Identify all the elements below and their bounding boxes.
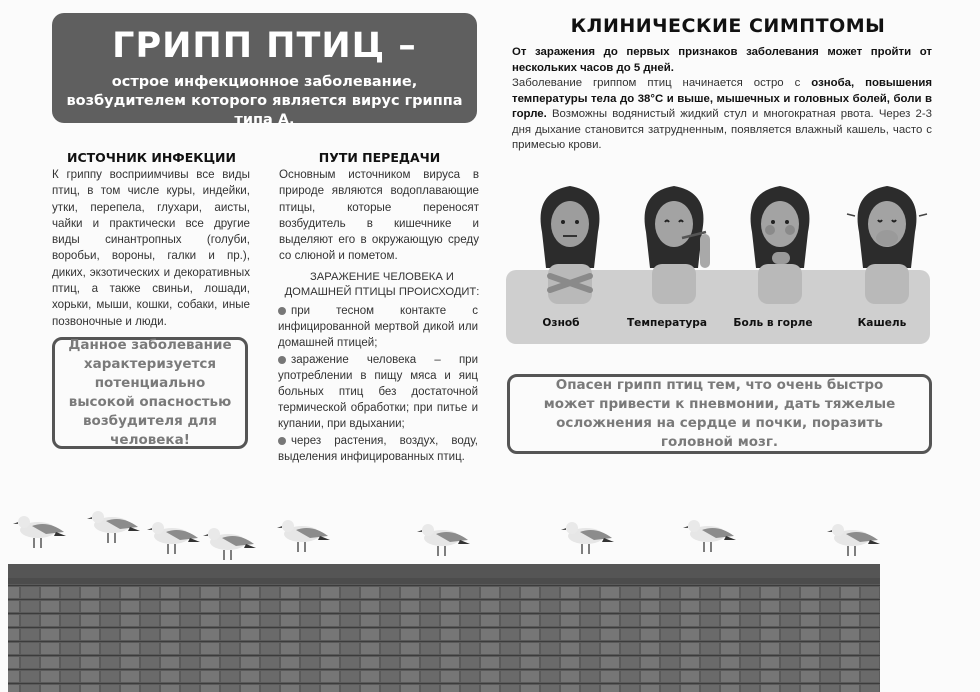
source-text: К гриппу восприимчивы все виды птиц, в том числе куры, индейки, утки, перепела, глухари, аисты, чайки и практически все другие виды синантропных (голуби, воробьи, вороны, галки и пр.), диких, экзотических и декоративных птиц, а также свиньи, лошади, хорьки, мыши, кошки, собаки, иные позвоночные и люди. [52,168,250,328]
roof-with-gulls-illustration [0,460,980,692]
infection-heading: ЗАРАЖЕНИЕ ЧЕЛОВЕКА И ДОМАШНЕЙ ПТИЦЫ ПРОИСХОДИТ: [284,271,480,298]
clinical-heading: КЛИНИЧЕСКИЕ СИМПТОМЫ [570,15,886,37]
list-item: через растения, воздух, воду, выделения инфицированных птиц. [278,434,478,463]
symptom-label-temperature: Температура [626,317,708,329]
symptom-label-chills: Озноб [542,317,580,329]
sore-throat-figure-icon [738,172,822,304]
bullet-icon [278,437,286,445]
transmission-heading: ПУТИ ПЕРЕДАЧИ [318,150,441,165]
chills-figure-icon [528,172,612,304]
danger-note-text: Данное заболевание характеризуется потенциально высокой опасностью возбудителя для человека! [68,337,232,448]
source-heading: ИСТОЧНИК ИНФЕКЦИИ [67,150,236,165]
infection-list [278,303,478,465]
symptom-label-cough: Кашель [857,317,907,329]
pneumonia-warning-box [507,374,932,454]
list-item: заражение человека – при употреблении в пищу мяса и яиц больных птиц без достаточной термической обработки; при питье и купании, при вдыхании; [278,353,478,431]
transmission-text: Основным источником вируса в природе являются водоплавающие птицы, которые переносят возбудитель в кишечнике и выделяют его в окружающую среду со слюной и пометом. [279,168,479,263]
title-banner [52,13,477,128]
cough-figure-icon [845,172,929,304]
bullet-icon [278,307,286,315]
bullet-icon [278,356,286,364]
clinical-body-bold: озноба, повышения температуры тела до 38°С и выше, мышечных и головных болей, боли в горле. [512,77,932,120]
pneumonia-warning-text: Опасен грипп птиц тем, что очень быстро может привести к пневмонии, дать тяжелые осложнения на сердце и почки, поразить головной мозг. [543,377,896,450]
symptom-label-sore-throat: Боль в горле [733,317,813,329]
temperature-figure-icon [632,172,716,304]
clinical-body: Заболевание гриппом птиц начинается остро с озноба, повышения температуры тела до 38°С и выше, мышечных и головных болей, боли в горле. Возможны водянистый жидкий стул и многократная рвота. Через 2-3 дня дыхание становится затрудненным, появляется влажный кашель, часто с примесью крови. [512,77,932,151]
page-title: ГРИПП ПТИЦ – [112,26,417,66]
list-item: при тесном контакте с инфицированной мертвой дикой или домашней птицей; [278,305,478,350]
clinical-lead: От заражения до первых признаков заболевания может пройти от нескольких часов до 5 дней. [512,46,932,74]
danger-note-box [52,337,248,449]
page-subtitle: острое инфекционное заболевание, возбудителем которого является вирус гриппа типа А. [66,74,463,128]
